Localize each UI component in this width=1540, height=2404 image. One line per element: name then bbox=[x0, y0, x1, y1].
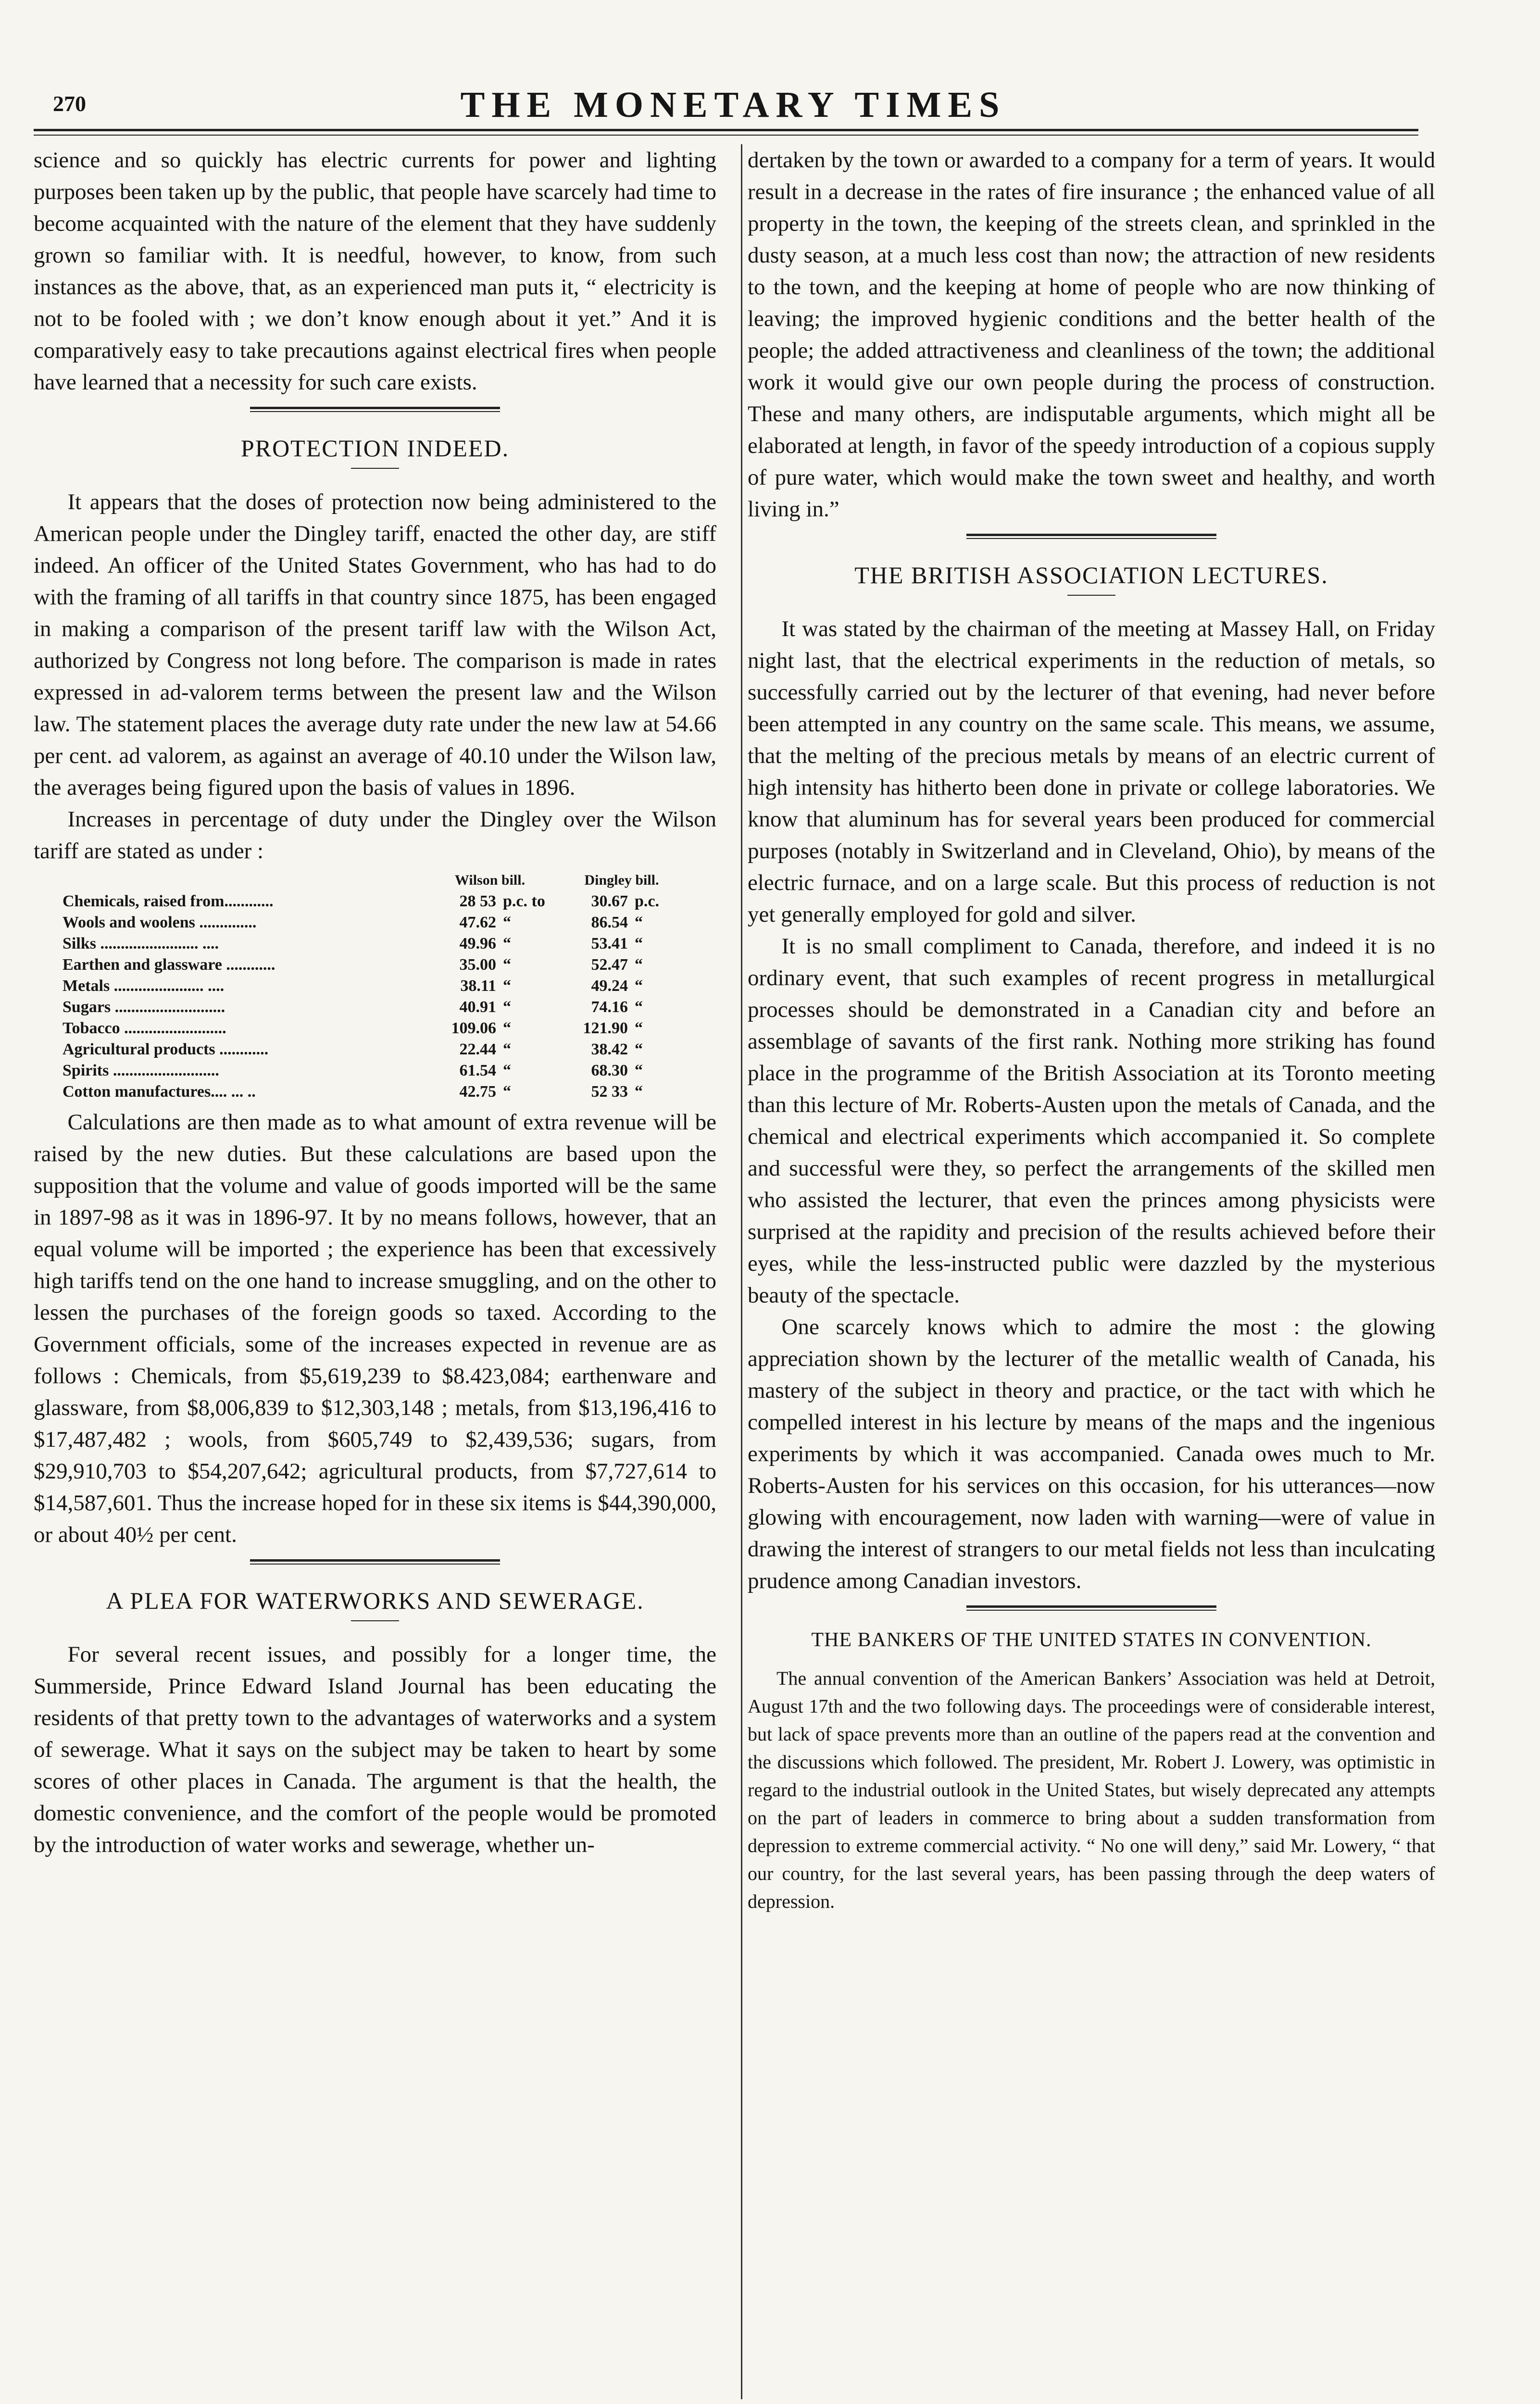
section-rule bbox=[250, 1559, 500, 1565]
page-header bbox=[53, 84, 1414, 127]
dingley-unit: p.c. bbox=[635, 892, 659, 910]
wilson-unit: “ bbox=[503, 1062, 511, 1079]
british-paragraph-2: It is no small compliment to Canada, therefore, and indeed it is no ordinary event, that such examples of recent progress in metallurgical processes should be demonstrated in a Canadian city and before an assemblage of savants of the first rank. Nothing more striking has found place in the programme of the British Association at its Toronto meeting than this lecture of Mr. Roberts-Austen upon the metals of Canada, and the chemical and electrical experiments which accompanied it. So complete and successful were they, so perfect the arrangements of the skilled men who assisted the lecturer, that even the princes among physicists were surprised at the rapidity and precision of the results achieved before their eyes, while the less-instructed public were dazzled by the mysterious beauty of the spectacle. bbox=[748, 934, 1435, 1308]
header-rule-thin bbox=[34, 135, 1418, 136]
table-row bbox=[63, 933, 688, 954]
table-item: Wools and woolens .............. bbox=[63, 914, 257, 931]
table-row bbox=[63, 912, 688, 933]
table-row bbox=[63, 1060, 688, 1081]
wilson-unit: “ bbox=[503, 914, 511, 931]
table-row bbox=[63, 997, 688, 1018]
dingley-value: 30.67 bbox=[591, 892, 628, 910]
dingley-value: 38.42 bbox=[591, 1040, 628, 1058]
protection-paragraph-3: Calculations are then made as to what amount of extra revenue will be raised by the new duties. But these calculations are based upon the supposition that the volume and value of goods imported will be the same in 1897-98 as it was in 1896-97. It by no means follows, however, that an equal volume will be imported ; the experience has been that excessively high tariffs tend on the one hand to increase smuggling, and on the other to lessen the purchases of the foreign goods so taxed. According to the Government officials, some of the increases expected in revenue are as follows : Chemicals, from $5,619,239 to $8.423,084; earthenware and glassware, from $8,006,839 to $12,303,148 ; metals, from $13,196,416 to $17,487,482 ; wools, from $605,749 to $2,439,536; sugars, from $29,910,703 to $54,207,642; agricultural products, from $7,727,614 to $14,587,601. Thus the increase hoped for in these six items is $44,390,000, or about 40½ per cent. bbox=[34, 1110, 716, 1547]
dingley-unit: “ bbox=[635, 935, 643, 952]
bankers-heading: THE BANKERS OF THE UNITED STATES IN CONVENTION. bbox=[811, 1629, 1372, 1651]
table-item: Agricultural products ............ bbox=[63, 1040, 269, 1058]
wilson-value: 22.44 bbox=[459, 1040, 496, 1058]
dingley-unit: “ bbox=[635, 977, 643, 995]
table-item: Spirits .......................... bbox=[63, 1062, 219, 1079]
table-item: Metals ...................... .... bbox=[63, 977, 225, 995]
left-column bbox=[34, 144, 716, 1861]
dingley-unit: “ bbox=[635, 956, 643, 974]
dingley-unit: “ bbox=[635, 1062, 643, 1079]
dingley-unit: “ bbox=[635, 1040, 643, 1058]
right-column bbox=[748, 144, 1435, 1916]
dingley-value: 74.16 bbox=[591, 998, 628, 1016]
wilson-value: 28 53 bbox=[459, 892, 496, 910]
table-row bbox=[63, 1018, 688, 1039]
wilson-unit: “ bbox=[503, 956, 511, 974]
waterworks-heading: A PLEA FOR WATERWORKS AND SEWERAGE. bbox=[106, 1587, 644, 1614]
dingley-value: 121.90 bbox=[583, 1019, 628, 1037]
section-rule bbox=[966, 1605, 1216, 1611]
wilson-value: 42.75 bbox=[459, 1083, 496, 1101]
dingley-unit: “ bbox=[635, 1019, 643, 1037]
bankers-paragraph-1: The annual convention of the American Bankers’ Association was held at Detroit, August 17th and the two following days. The proceedings were of considerable interest, but lack of space prevents more than an outline of the papers read at the convention and the discussions which followed. The president, Mr. Robert J. Lowery, was optimistic in regard to the industrial outlook in the United States, but wisely deprecated any attempts on the part of leaders in commerce to bring about a sudden transformation from depression to extreme commercial activity. “ No one will deny,” said Mr. Lowery, “ that our country, for the last several years, has been passing through the deep waters of depression. bbox=[748, 1667, 1435, 1912]
table-item: Sugars ........................... bbox=[63, 998, 225, 1016]
waterworks-paragraph-1: For several recent issues, and possibly for a longer time, the Summerside, Prince Edward Island Journal has been educating the residents of that pretty town to the advantages of waterworks and a system of sewerage. What it says on the subject may be taken to heart by some scores of other places in Canada. The argument is that the health, the domestic convenience, and the comfort of the people would be promoted by the introduction of water works and sewerage, whether un- bbox=[34, 1642, 716, 1857]
wilson-unit: “ bbox=[503, 998, 511, 1016]
table-item: Silks ........................ .... bbox=[63, 935, 219, 952]
table-row bbox=[63, 976, 688, 997]
dingley-unit: “ bbox=[635, 1083, 643, 1101]
table-item: Cotton manufactures.... ... .. bbox=[63, 1083, 256, 1101]
waterworks-continuation: dertaken by the town or awarded to a company for a term of years. It would result in a decrease in the rates of fire insurance ; the enhanced value of all property in the town, the keeping of the streets clean, and sprinkled in the dusty season, at a much less cost than now; the attraction of new residents to the town, and the keeping at home of people who are now thinking of leaving; the improved hygienic conditions and the better health of the people; the added attractiveness and cleanliness of the town; the additional work it would give our own people during the process of construction. These and many others, are indisputable arguments, which might all be elaborated at length, in favor of the speedy introduction of a copious supply of pure water, which would make the town sweet and healthy, and worth living in.” bbox=[748, 148, 1435, 522]
dingley-unit: “ bbox=[635, 998, 643, 1016]
wilson-value: 35.00 bbox=[459, 956, 496, 974]
table-row bbox=[63, 1039, 688, 1060]
wilson-header: Wilson bill. bbox=[454, 872, 526, 888]
wilson-unit: “ bbox=[503, 1083, 511, 1101]
protection-heading: PROTECTION INDEED. bbox=[240, 435, 510, 462]
wilson-unit: “ bbox=[503, 935, 511, 952]
wilson-value: 49.96 bbox=[459, 935, 496, 952]
dingley-header: Dingley bill. bbox=[584, 872, 659, 888]
dingley-value: 49.24 bbox=[591, 977, 628, 995]
section-rule bbox=[250, 407, 500, 412]
table-row bbox=[63, 954, 688, 976]
dingley-value: 68.30 bbox=[591, 1062, 628, 1079]
wilson-value: 47.62 bbox=[459, 914, 496, 931]
dingley-value: 52.47 bbox=[591, 956, 628, 974]
table-item: Chemicals, raised from............ bbox=[63, 892, 274, 910]
wilson-value: 40.91 bbox=[459, 998, 496, 1016]
column-divider bbox=[741, 144, 742, 2399]
british-heading: THE BRITISH ASSOCIATION LECTURES. bbox=[854, 562, 1328, 588]
dingley-value: 53.41 bbox=[591, 935, 628, 952]
heading-underline bbox=[1067, 595, 1115, 596]
wilson-unit: “ bbox=[503, 1040, 511, 1058]
table-item: Earthen and glassware ............ bbox=[63, 956, 275, 974]
intro-paragraph: science and so quickly has electric currents for power and lighting purposes been taken up by the public, that people have scarcely had time to become acquainted with the nature of the element that they have suddenly grown so familiar with. It is needful, however, to know, from such instances as the above, that, as an experienced man puts it, “ electricity is not to be fooled with ; we don’t know enough about it yet.” And it is comparatively easy to take precautions against electrical fires when people have learned that a necessity for such care exists. bbox=[34, 148, 716, 395]
page-number: 270 bbox=[53, 91, 86, 116]
heading-underline bbox=[351, 1620, 399, 1621]
protection-paragraph-2: Increases in percentage of duty under the Dingley over the Wilson tariff are stated as under : bbox=[34, 807, 716, 864]
wilson-value: 109.06 bbox=[451, 1019, 496, 1037]
wilson-unit: “ bbox=[503, 1019, 511, 1037]
british-paragraph-1: It was stated by the chairman of the meeting at Massey Hall, on Friday night last, that the electrical experiments in the reduction of metals, so successfully carried out by the lecturer of that evening, had never before been attempted in any country on the same scale. This means, we assume, that the melting of the precious metals by means of an electric current of high intensity has hitherto been done in private or college laboratories. We know that aluminum has for several years been produced for commercial purposes (notably in Switzerland and in Cleveland, Ohio), by means of the electric furnace, and on a large scale. But this process of reduction is not yet generally employed for gold and silver. bbox=[748, 616, 1435, 927]
dingley-unit: “ bbox=[635, 914, 643, 931]
heading-underline bbox=[351, 468, 399, 469]
section-rule bbox=[966, 534, 1216, 539]
header-rule bbox=[34, 129, 1418, 131]
duty-table bbox=[63, 870, 688, 1102]
wilson-value: 61.54 bbox=[459, 1062, 496, 1079]
dingley-value: 52 33 bbox=[591, 1083, 628, 1101]
dingley-value: 86.54 bbox=[591, 914, 628, 931]
table-row bbox=[63, 1081, 688, 1102]
table-row bbox=[63, 891, 688, 912]
masthead-title: THE MONETARY TIMES bbox=[460, 85, 1006, 125]
wilson-value: 38.11 bbox=[460, 977, 496, 995]
wilson-unit: p.c. to bbox=[503, 892, 545, 910]
wilson-unit: “ bbox=[503, 977, 511, 995]
british-paragraph-3: One scarcely knows which to admire the most : the glowing appreciation shown by the lecturer of the metallic wealth of Canada, his mastery of the subject in theory and practice, or the tact with which he compelled interest in his lecture by means of the maps and the ingenious experiments by which it was accompanied. Canada owes much to Mr. Roberts-Austen for his services on this occasion, for his utterances—now glowing with encouragement, now laden with warning—were of value in drawing the interest of strangers to our metal fields not less than inculcating prudence among Canadian investors. bbox=[748, 1315, 1435, 1593]
protection-paragraph-1: It appears that the doses of protection now being administered to the American people under the Dingley tariff, enacted the other day, are stiff indeed. An officer of the United States Government, who has had to do with the framing of all tariffs in that country since 1875, has been engaged in making a comparison of the present tariff law with the Wilson Act, authorized by Congress not long before. The comparison is made in rates expressed in ad-valorem terms between the present law and the Wilson law. The statement places the average duty rate under the new law at 54.66 per cent. ad valorem, as against an average of 40.10 under the Wilson law, the averages being figured upon the basis of values in 1896. bbox=[34, 489, 716, 800]
table-item: Tobacco ......................... bbox=[63, 1019, 226, 1037]
